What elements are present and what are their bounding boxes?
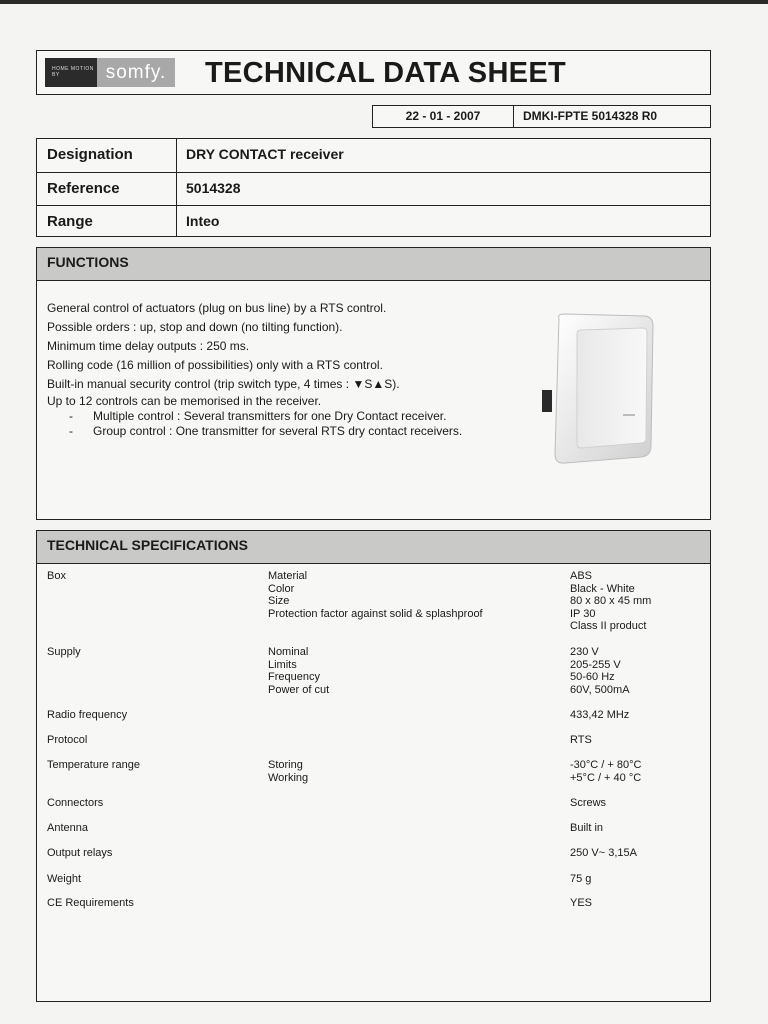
spec-value: 60V, 500mA [570,683,630,696]
section-header [37,248,710,281]
spec-value: Class II product [570,620,647,633]
spec-value: -30°C / + 80°C [570,759,642,771]
table-row [37,172,710,206]
subline-text: Multiple control : Several transmitters for one Dry Contact receiver. [93,409,447,423]
function-sublist [47,409,463,439]
function-line: General control of actuators (plug on bus line) by a RTS control. [47,301,387,315]
row-label: Range [47,213,93,230]
function-line: Rolling code (16 million of possibilities) only with a RTS control. [47,358,383,372]
spec-param: Nominal [268,646,309,658]
spec-value: 433,42 MHz [570,709,630,721]
spec-name: Supply [47,646,81,658]
spec-name: Protocol [47,734,88,746]
function-line: Built-in manual security control (trip switch type, 4 times : ▼S▲S). [47,377,400,391]
spec-param: Size [268,595,290,608]
spec-values [570,646,630,696]
spec-value: YES [570,897,593,909]
spec-value: RTS [570,734,592,746]
spec-value: 80 x 80 x 45 mm [570,595,652,608]
spec-value: Screws [570,797,607,809]
spec-params [268,759,308,784]
function-line: Possible orders : up, stop and down (no tilting function). [47,320,343,334]
document-info-box [372,105,711,128]
spec-param: Material [268,570,308,582]
row-label: Designation [47,146,133,163]
spec-params [268,646,329,696]
row-value: 5014328 [186,180,241,196]
spec-name: CE Requirements [47,897,134,909]
home-motion-logo [45,58,97,87]
spec-values [570,759,641,784]
spec-params [268,570,483,620]
technical-specifications-section [36,530,711,1002]
dry-contact-receiver-image [537,310,657,470]
somfy-logo: somfy. [97,58,175,87]
header-box [36,50,711,95]
spec-value: +5°C / + 40 °C [570,771,642,784]
function-line: Minimum time delay outputs : 250 ms. [47,339,250,353]
spec-name: Antenna [47,822,88,834]
section-header [37,531,710,564]
section-title: TECHNICAL SPECIFICATIONS [47,537,248,553]
logo-tagline: HOME MOTION BY [52,66,94,78]
function-line: Up to 12 controls can be memorised in the receiver. [47,394,322,408]
spec-param: Protection factor against solid & splashproof [268,607,483,620]
document-reference: DMKI-FPTE 5014328 R0 [523,109,658,123]
row-value: DRY CONTACT receiver [186,146,344,162]
identification-table [36,138,711,237]
spec-param: Frequency [268,671,320,684]
spec-name: Temperature range [47,759,140,771]
spec-name: Output relays [47,847,113,859]
row-label: Reference [47,180,120,197]
row-value: Inteo [186,213,220,229]
table-row [37,139,710,172]
spec-param: Storing [268,759,303,771]
spec-param: Limits [268,658,297,671]
spec-value: 75 g [570,873,592,885]
table-row [37,205,710,239]
page-top-edge [0,0,768,4]
spec-name: Radio frequency [47,709,128,721]
document-date: 22 - 01 - 2007 [373,106,514,127]
spec-value: IP 30 [570,607,596,620]
subline-text: Group control : One transmitter for several RTS dry contact receivers. [93,424,463,438]
spec-param: Working [268,771,309,784]
spec-name: Box [47,570,66,582]
spec-param: Power of cut [268,683,330,696]
spec-value: Built in [570,822,604,834]
functions-section [36,247,711,520]
spec-value: Black - White [570,582,635,595]
spec-value: 250 V~ 3,15A [570,847,637,859]
spec-value: 205-255 V [570,658,621,671]
spec-name: Connectors [47,797,104,809]
functions-text [47,299,463,439]
spec-param: Color [268,582,295,595]
dash-bullet: - [69,409,73,423]
section-title: FUNCTIONS [47,254,129,270]
spec-value: 230 V [570,646,599,658]
dash-bullet: - [69,424,73,438]
spec-name: Weight [47,873,82,885]
spec-value: 50-60 Hz [570,671,615,684]
spec-values [570,570,651,633]
spec-value: ABS [570,570,593,582]
page-title: TECHNICAL DATA SHEET [205,57,566,89]
